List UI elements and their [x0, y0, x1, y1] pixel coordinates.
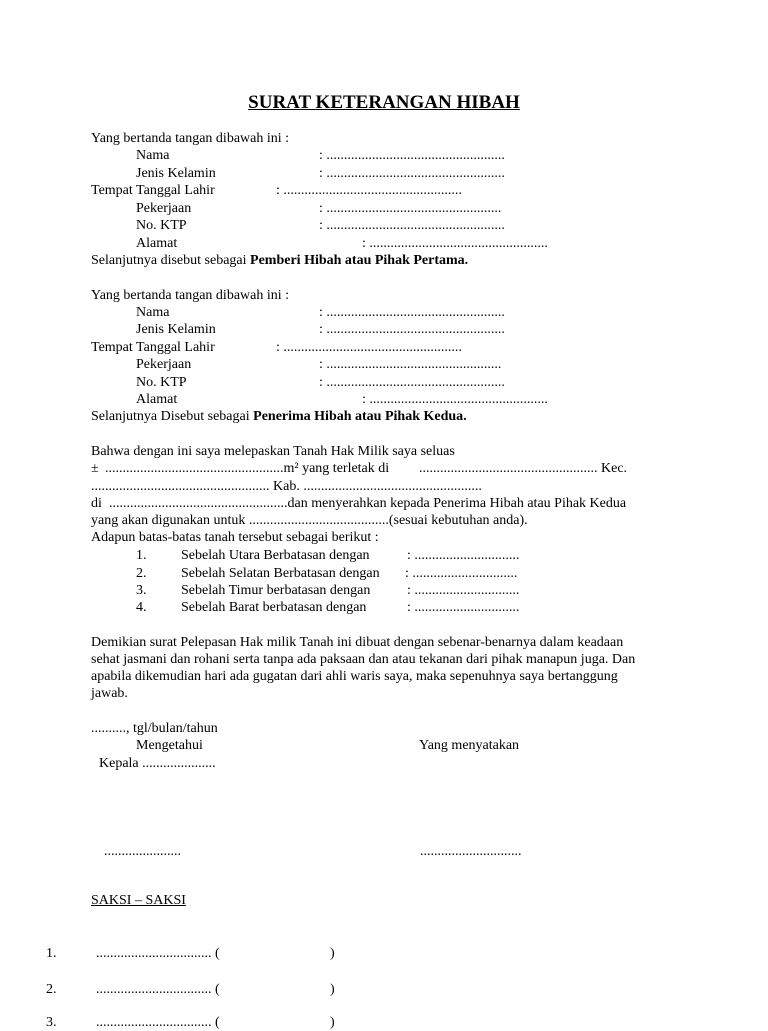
- boundary-num: 1.: [136, 548, 147, 563]
- statement-line: Demikian surat Pelepasan Hak milik Tanah ini dibuat dengan sebenar-benarnya dalam keadaan: [91, 635, 624, 650]
- party1-address-value: : ...................................................: [362, 236, 548, 251]
- party1-role: Pemberi Hibah atau Pihak Pertama.: [250, 253, 469, 268]
- party2-birth-label: Tempat Tanggal Lahir: [91, 340, 215, 355]
- land-kecamatan: ................................................... Kec.: [419, 461, 628, 476]
- party2-job-value: : ..................................................: [319, 357, 502, 372]
- witness-name-line: ................................. (: [96, 1015, 220, 1030]
- boundary-num: 2.: [136, 566, 147, 581]
- land-boundaries-intro: Adapun batas-batas tanah tersebut sebagai berikut :: [91, 530, 379, 545]
- party2-role: Penerima Hibah atau Pihak Kedua.: [253, 409, 467, 424]
- boundary-label: Sebelah Timur berbatasan dengan: [181, 583, 371, 598]
- party2-closing-prefix: Selanjutnya Disebut sebagai: [91, 409, 254, 424]
- party2-intro: Yang bertanda tangan dibawah ini :: [91, 288, 290, 303]
- party1-closing-prefix: Selanjutnya disebut sebagai: [91, 253, 251, 268]
- party2-gender-value: : ...................................................: [319, 322, 505, 337]
- party1-closing: [91, 253, 468, 269]
- land-purpose: yang akan digunakan untuk ........................................(sesuai kebutuhan anda).: [91, 513, 528, 528]
- statement-line: apabila dikemudian hari ada gugatan dari ahli waris saya, maka sepenuhnya saya bertanggung: [91, 669, 618, 684]
- witness-number: 3.: [46, 1015, 57, 1030]
- stating-label: Yang menyatakan: [419, 738, 520, 753]
- head-label: Kepala .....................: [99, 756, 216, 771]
- party1-ktp-value: : ...................................................: [319, 218, 505, 233]
- party1-birth-label: Tempat Tanggal Lahir: [91, 183, 215, 198]
- party2-closing: [91, 409, 467, 425]
- witness-number: 2.: [46, 982, 57, 997]
- party2-address-label: Alamat: [136, 392, 178, 407]
- boundary-label: Sebelah Barat berbatasan dengan: [181, 600, 367, 615]
- known-by-label: Mengetahui: [136, 738, 203, 753]
- party2-address-value: : ...................................................: [362, 392, 548, 407]
- document-title: SURAT KETERANGAN HIBAH: [248, 92, 520, 113]
- witnesses-heading: SAKSI – SAKSI: [91, 893, 186, 908]
- party1-intro: Yang bertanda tangan dibawah ini :: [91, 131, 290, 146]
- place-date: .........., tgl/bulan/tahun: [91, 721, 218, 736]
- party1-name-label: Nama: [136, 148, 170, 163]
- party1-name-value: : ...................................................: [319, 148, 505, 163]
- land-kabupaten: ................................................... Kab. ...................................................: [91, 479, 482, 494]
- land-area: ...................................................m² yang terletak di: [105, 461, 390, 476]
- witness-number: 1.: [46, 946, 57, 961]
- boundary-value: : ..............................: [407, 600, 520, 615]
- party1-gender-label: Jenis Kelamin: [136, 166, 216, 181]
- boundary-value: : ..............................: [407, 583, 520, 598]
- left-signature-line: ......................: [104, 844, 181, 859]
- party1-gender-value: : ...................................................: [319, 166, 505, 181]
- statement-line: jawab.: [91, 686, 128, 701]
- party1-birth-value: : ...................................................: [276, 183, 462, 198]
- party1-job-value: : ..................................................: [319, 201, 502, 216]
- boundary-label: Sebelah Selatan Berbatasan dengan: [181, 566, 380, 581]
- statement-line: sehat jasmani dan rohani serta tanpa ada paksaan dan atau tekanan dari pihak manapun juga. Dan: [91, 652, 636, 667]
- party2-ktp-label: No. KTP: [136, 375, 187, 390]
- boundary-value: : ..............................: [405, 566, 518, 581]
- boundary-num: 3.: [136, 583, 147, 598]
- land-intro: Bahwa dengan ini saya melepaskan Tanah Hak Milik saya seluas: [91, 444, 455, 459]
- party2-gender-label: Jenis Kelamin: [136, 322, 216, 337]
- witness-name-line: ................................. (: [96, 982, 220, 997]
- witness-close-paren: ): [330, 946, 335, 961]
- land-di: di: [91, 496, 102, 511]
- party2-name-value: : ...................................................: [319, 305, 505, 320]
- party1-ktp-label: No. KTP: [136, 218, 187, 233]
- boundary-label: Sebelah Utara Berbatasan dengan: [181, 548, 370, 563]
- land-handover: ...................................................dan menyerahkan kepada Penerima Hibah atau Pihak Kedua: [109, 496, 627, 511]
- boundary-value: : ..............................: [407, 548, 520, 563]
- party2-job-label: Pekerjaan: [136, 357, 192, 372]
- party2-birth-value: : ...................................................: [276, 340, 462, 355]
- party2-ktp-value: : ...................................................: [319, 375, 505, 390]
- witness-name-line: ................................. (: [96, 946, 220, 961]
- party1-job-label: Pekerjaan: [136, 201, 192, 216]
- boundary-num: 4.: [136, 600, 147, 615]
- party1-address-label: Alamat: [136, 236, 178, 251]
- witness-close-paren: ): [330, 1015, 335, 1030]
- land-plusminus: ±: [91, 461, 99, 476]
- right-signature-line: .............................: [420, 844, 522, 859]
- witness-close-paren: ): [330, 982, 335, 997]
- party2-name-label: Nama: [136, 305, 170, 320]
